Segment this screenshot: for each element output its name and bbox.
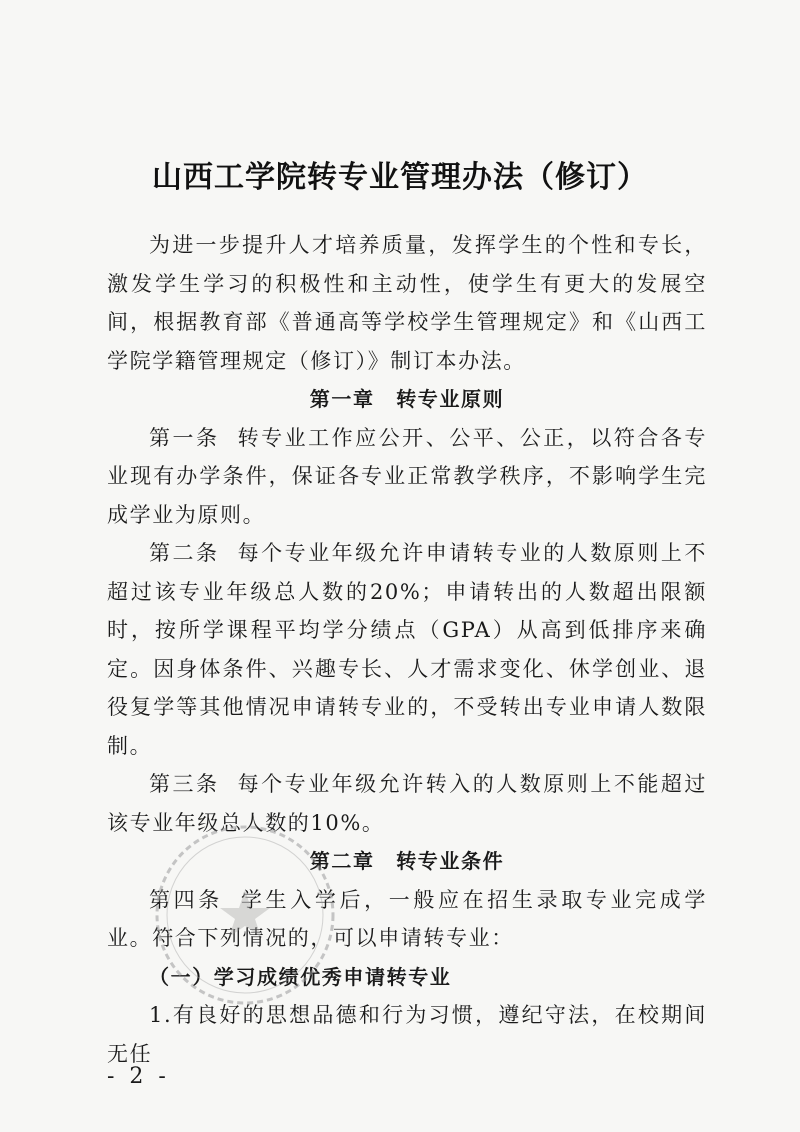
- article-2-text: 每个专业年级允许申请转专业的人数原则上不超过该专业年级总人数的20%；申请转出的人数超出限额时，按所学课程平均学分绩点（GPA）从高到低排序来确定。因身体条件、兴趣专长、人才需求变化、休学创业、退役复学等其他情况申请转专业的，不受转出专业申请人数限制。: [107, 541, 707, 758]
- document-title: 山西工学院转专业管理办法（修订）: [152, 160, 648, 195]
- article-2: [107, 534, 707, 765]
- article-4-label: 第四条: [149, 887, 223, 912]
- section-1-subheading: （一）学习成绩优秀申请转专业: [149, 964, 452, 989]
- article-3-text: 每个专业年级允许转入的人数原则上不能超过该专业年级总人数的10%。: [107, 772, 707, 835]
- article-4-text: 学生入学后，一般应在招生录取专业完成学业。符合下列情况的，可以申请转专业：: [107, 887, 707, 950]
- article-2-label: 第二条: [149, 541, 220, 565]
- article-1-text: 转专业工作应公开、公平、公正，以符合各专业现有办学条件，保证各专业正常教学秩序，不影响学生完成学业为原则。: [107, 425, 707, 527]
- article-3-label: 第三条: [149, 772, 220, 796]
- article-1-label: 第一条: [149, 425, 220, 450]
- page-number: - 2 -: [107, 1064, 170, 1089]
- chapter-2-heading: 第二章 转专业条件: [309, 849, 505, 873]
- article-3: [107, 765, 707, 842]
- chapter-1-heading: 第一章 转专业原则: [309, 387, 505, 411]
- article-4: [107, 881, 707, 958]
- item-1: 1.有良好的思想品德和行为习惯，遵纪守法，在校期间无任: [107, 1003, 707, 1066]
- article-1: [107, 419, 707, 535]
- document-body: [107, 226, 707, 1073]
- preamble-paragraph: 为进一步提升人才培养质量，发挥学生的个性和专长，激发学生学习的积极性和主动性，使学生有更大的发展空间，根据教育部《普通高等学校学生管理规定》和《山西工学院学籍管理规定（修订）》制订本办法。: [107, 233, 707, 373]
